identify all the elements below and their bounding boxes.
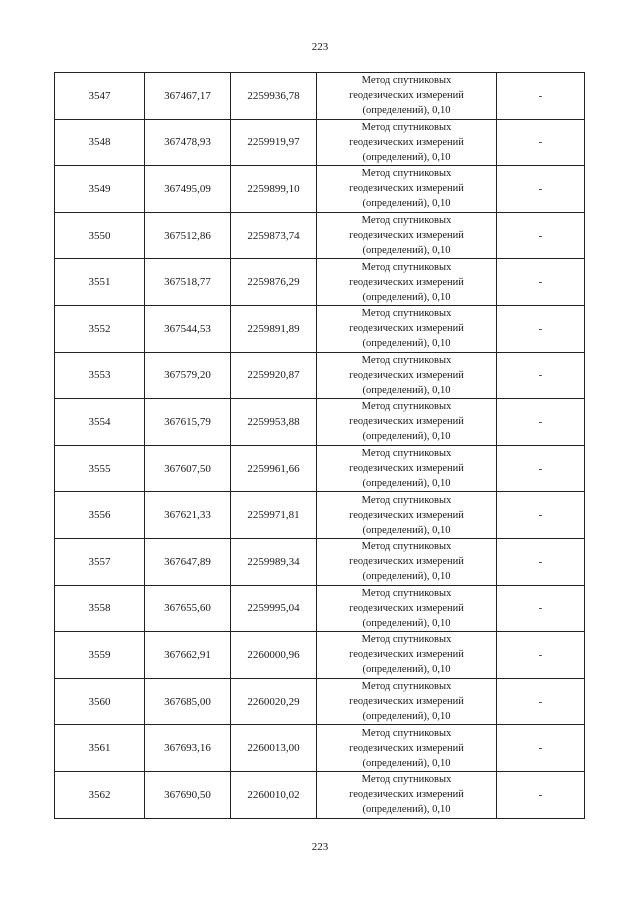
y-coordinate-cell: 2260000,96 bbox=[231, 632, 317, 679]
method-text-line: Метод спутниковых bbox=[361, 354, 452, 366]
method-text-line: (определений), 0,10 bbox=[362, 571, 451, 583]
note-cell: - bbox=[497, 678, 585, 725]
method-text-line: Метод спутниковых bbox=[361, 494, 452, 506]
point-number-cell: 3552 bbox=[55, 305, 145, 352]
method-text-line: (определений), 0,10 bbox=[362, 711, 451, 723]
method-text-line: Метод спутниковых bbox=[361, 727, 452, 739]
point-number-cell: 3562 bbox=[55, 771, 145, 818]
y-coordinate-cell: 2259953,88 bbox=[231, 399, 317, 446]
y-coordinate-cell: 2260013,00 bbox=[231, 725, 317, 772]
point-number-cell: 3558 bbox=[55, 585, 145, 632]
method-text-line: Метод спутниковых bbox=[361, 308, 452, 320]
method-cell bbox=[317, 259, 497, 306]
method-text-line: геодезических измерений bbox=[349, 416, 464, 428]
method-cell bbox=[317, 166, 497, 213]
y-coordinate-cell: 2259995,04 bbox=[231, 585, 317, 632]
y-coordinate-cell: 2259920,87 bbox=[231, 352, 317, 399]
y-coordinate-cell: 2259971,81 bbox=[231, 492, 317, 539]
x-coordinate-cell: 367518,77 bbox=[145, 259, 231, 306]
x-coordinate-cell: 367690,50 bbox=[145, 771, 231, 818]
x-coordinate-cell: 367495,09 bbox=[145, 166, 231, 213]
note-cell: - bbox=[497, 305, 585, 352]
method-text-line: геодезических измерений bbox=[349, 369, 464, 381]
method-text-line: (определений), 0,10 bbox=[362, 664, 451, 676]
method-text-line: Метод спутниковых bbox=[361, 681, 452, 693]
x-coordinate-cell: 367512,86 bbox=[145, 212, 231, 259]
method-text-line: Метод спутниковых bbox=[361, 168, 452, 180]
note-cell: - bbox=[497, 632, 585, 679]
note-cell: - bbox=[497, 445, 585, 492]
method-text-line: геодезических измерений bbox=[349, 556, 464, 568]
note-cell: - bbox=[497, 119, 585, 166]
note-cell: - bbox=[497, 212, 585, 259]
method-text-line: (определений), 0,10 bbox=[362, 105, 451, 117]
table-row bbox=[55, 725, 585, 772]
table-row bbox=[55, 585, 585, 632]
note-cell: - bbox=[497, 492, 585, 539]
method-cell bbox=[317, 678, 497, 725]
method-text-line: геодезических измерений bbox=[349, 136, 464, 148]
note-cell: - bbox=[497, 399, 585, 446]
method-cell bbox=[317, 492, 497, 539]
table-row bbox=[55, 445, 585, 492]
x-coordinate-cell: 367685,00 bbox=[145, 678, 231, 725]
note-cell: - bbox=[497, 538, 585, 585]
method-text-line: геодезических измерений bbox=[349, 230, 464, 242]
page-number-top: 223 bbox=[311, 41, 329, 53]
point-number-cell: 3555 bbox=[55, 445, 145, 492]
method-text-line: Метод спутниковых bbox=[361, 261, 452, 273]
table-row bbox=[55, 305, 585, 352]
y-coordinate-cell: 2259873,74 bbox=[231, 212, 317, 259]
y-coordinate-cell: 2259936,78 bbox=[231, 73, 317, 120]
method-text-line: геодезических измерений bbox=[349, 789, 464, 801]
method-cell bbox=[317, 445, 497, 492]
note-cell: - bbox=[497, 166, 585, 213]
method-text-line: геодезических измерений bbox=[349, 323, 464, 335]
y-coordinate-cell: 2260010,02 bbox=[231, 771, 317, 818]
method-cell bbox=[317, 725, 497, 772]
y-coordinate-cell: 2259899,10 bbox=[231, 166, 317, 213]
method-text-line: (определений), 0,10 bbox=[362, 338, 451, 350]
table-row bbox=[55, 73, 585, 120]
method-text-line: (определений), 0,10 bbox=[362, 245, 451, 257]
table-row bbox=[55, 166, 585, 213]
y-coordinate-cell: 2259919,97 bbox=[231, 119, 317, 166]
point-number-cell: 3548 bbox=[55, 119, 145, 166]
y-coordinate-cell: 2260020,29 bbox=[231, 678, 317, 725]
method-text-line: (определений), 0,10 bbox=[362, 617, 451, 629]
method-text-line: геодезических измерений bbox=[349, 90, 464, 102]
x-coordinate-cell: 367607,50 bbox=[145, 445, 231, 492]
x-coordinate-cell: 367615,79 bbox=[145, 399, 231, 446]
method-text-line: геодезических измерений bbox=[349, 696, 464, 708]
method-text-line: (определений), 0,10 bbox=[362, 151, 451, 163]
method-text-line: (определений), 0,10 bbox=[362, 384, 451, 396]
table-row bbox=[55, 492, 585, 539]
y-coordinate-cell: 2259876,29 bbox=[231, 259, 317, 306]
method-text-line: геодезических измерений bbox=[349, 463, 464, 475]
method-text-line: Метод спутниковых bbox=[361, 75, 452, 87]
method-cell bbox=[317, 73, 497, 120]
method-cell bbox=[317, 305, 497, 352]
page-number-bottom: 223 bbox=[311, 841, 329, 853]
x-coordinate-cell: 367662,91 bbox=[145, 632, 231, 679]
method-text-line: геодезических измерений bbox=[349, 602, 464, 614]
y-coordinate-cell: 2259891,89 bbox=[231, 305, 317, 352]
method-text-line: (определений), 0,10 bbox=[362, 198, 451, 210]
table-row bbox=[55, 119, 585, 166]
method-text-line: Метод спутниковых bbox=[361, 121, 452, 133]
method-cell bbox=[317, 119, 497, 166]
method-text-line: геодезических измерений bbox=[349, 183, 464, 195]
y-coordinate-cell: 2259961,66 bbox=[231, 445, 317, 492]
method-text-line: Метод спутниковых bbox=[361, 448, 452, 460]
x-coordinate-cell: 367647,89 bbox=[145, 538, 231, 585]
point-number-cell: 3547 bbox=[55, 73, 145, 120]
method-text-line: геодезических измерений bbox=[349, 649, 464, 661]
point-number-cell: 3557 bbox=[55, 538, 145, 585]
point-number-cell: 3556 bbox=[55, 492, 145, 539]
point-number-cell: 3549 bbox=[55, 166, 145, 213]
method-text-line: (определений), 0,10 bbox=[362, 804, 451, 816]
method-cell bbox=[317, 352, 497, 399]
table-row bbox=[55, 399, 585, 446]
method-text-line: (определений), 0,10 bbox=[362, 524, 451, 536]
y-coordinate-cell: 2259989,34 bbox=[231, 538, 317, 585]
point-number-cell: 3560 bbox=[55, 678, 145, 725]
coordinates-table bbox=[54, 72, 585, 819]
table-row bbox=[55, 632, 585, 679]
method-text-line: Метод спутниковых bbox=[361, 634, 452, 646]
x-coordinate-cell: 367621,33 bbox=[145, 492, 231, 539]
method-text-line: (определений), 0,10 bbox=[362, 757, 451, 769]
table-row bbox=[55, 678, 585, 725]
method-text-line: геодезических измерений bbox=[349, 509, 464, 521]
x-coordinate-cell: 367478,93 bbox=[145, 119, 231, 166]
method-text-line: Метод спутниковых bbox=[361, 215, 452, 227]
x-coordinate-cell: 367693,16 bbox=[145, 725, 231, 772]
point-number-cell: 3559 bbox=[55, 632, 145, 679]
x-coordinate-cell: 367579,20 bbox=[145, 352, 231, 399]
x-coordinate-cell: 367544,53 bbox=[145, 305, 231, 352]
point-number-cell: 3561 bbox=[55, 725, 145, 772]
method-cell bbox=[317, 632, 497, 679]
method-cell bbox=[317, 538, 497, 585]
method-cell bbox=[317, 399, 497, 446]
method-text-line: геодезических измерений bbox=[349, 276, 464, 288]
note-cell: - bbox=[497, 259, 585, 306]
note-cell: - bbox=[497, 73, 585, 120]
note-cell: - bbox=[497, 585, 585, 632]
x-coordinate-cell: 367655,60 bbox=[145, 585, 231, 632]
table-row bbox=[55, 771, 585, 818]
method-text-line: Метод спутниковых bbox=[361, 541, 452, 553]
table-row bbox=[55, 212, 585, 259]
method-text-line: (определений), 0,10 bbox=[362, 291, 451, 303]
method-cell bbox=[317, 585, 497, 632]
note-cell: - bbox=[497, 352, 585, 399]
method-text-line: Метод спутниковых bbox=[361, 587, 452, 599]
note-cell: - bbox=[497, 771, 585, 818]
table-row bbox=[55, 538, 585, 585]
method-text-line: (определений), 0,10 bbox=[362, 431, 451, 443]
table-row bbox=[55, 259, 585, 306]
method-cell bbox=[317, 212, 497, 259]
point-number-cell: 3550 bbox=[55, 212, 145, 259]
method-text-line: Метод спутниковых bbox=[361, 774, 452, 786]
coordinates-table-body bbox=[55, 73, 585, 819]
point-number-cell: 3554 bbox=[55, 399, 145, 446]
table-row bbox=[55, 352, 585, 399]
method-text-line: (определений), 0,10 bbox=[362, 478, 451, 490]
point-number-cell: 3551 bbox=[55, 259, 145, 306]
note-cell: - bbox=[497, 725, 585, 772]
x-coordinate-cell: 367467,17 bbox=[145, 73, 231, 120]
method-text-line: геодезических измерений bbox=[349, 742, 464, 754]
method-cell bbox=[317, 771, 497, 818]
method-text-line: Метод спутниковых bbox=[361, 401, 452, 413]
point-number-cell: 3553 bbox=[55, 352, 145, 399]
